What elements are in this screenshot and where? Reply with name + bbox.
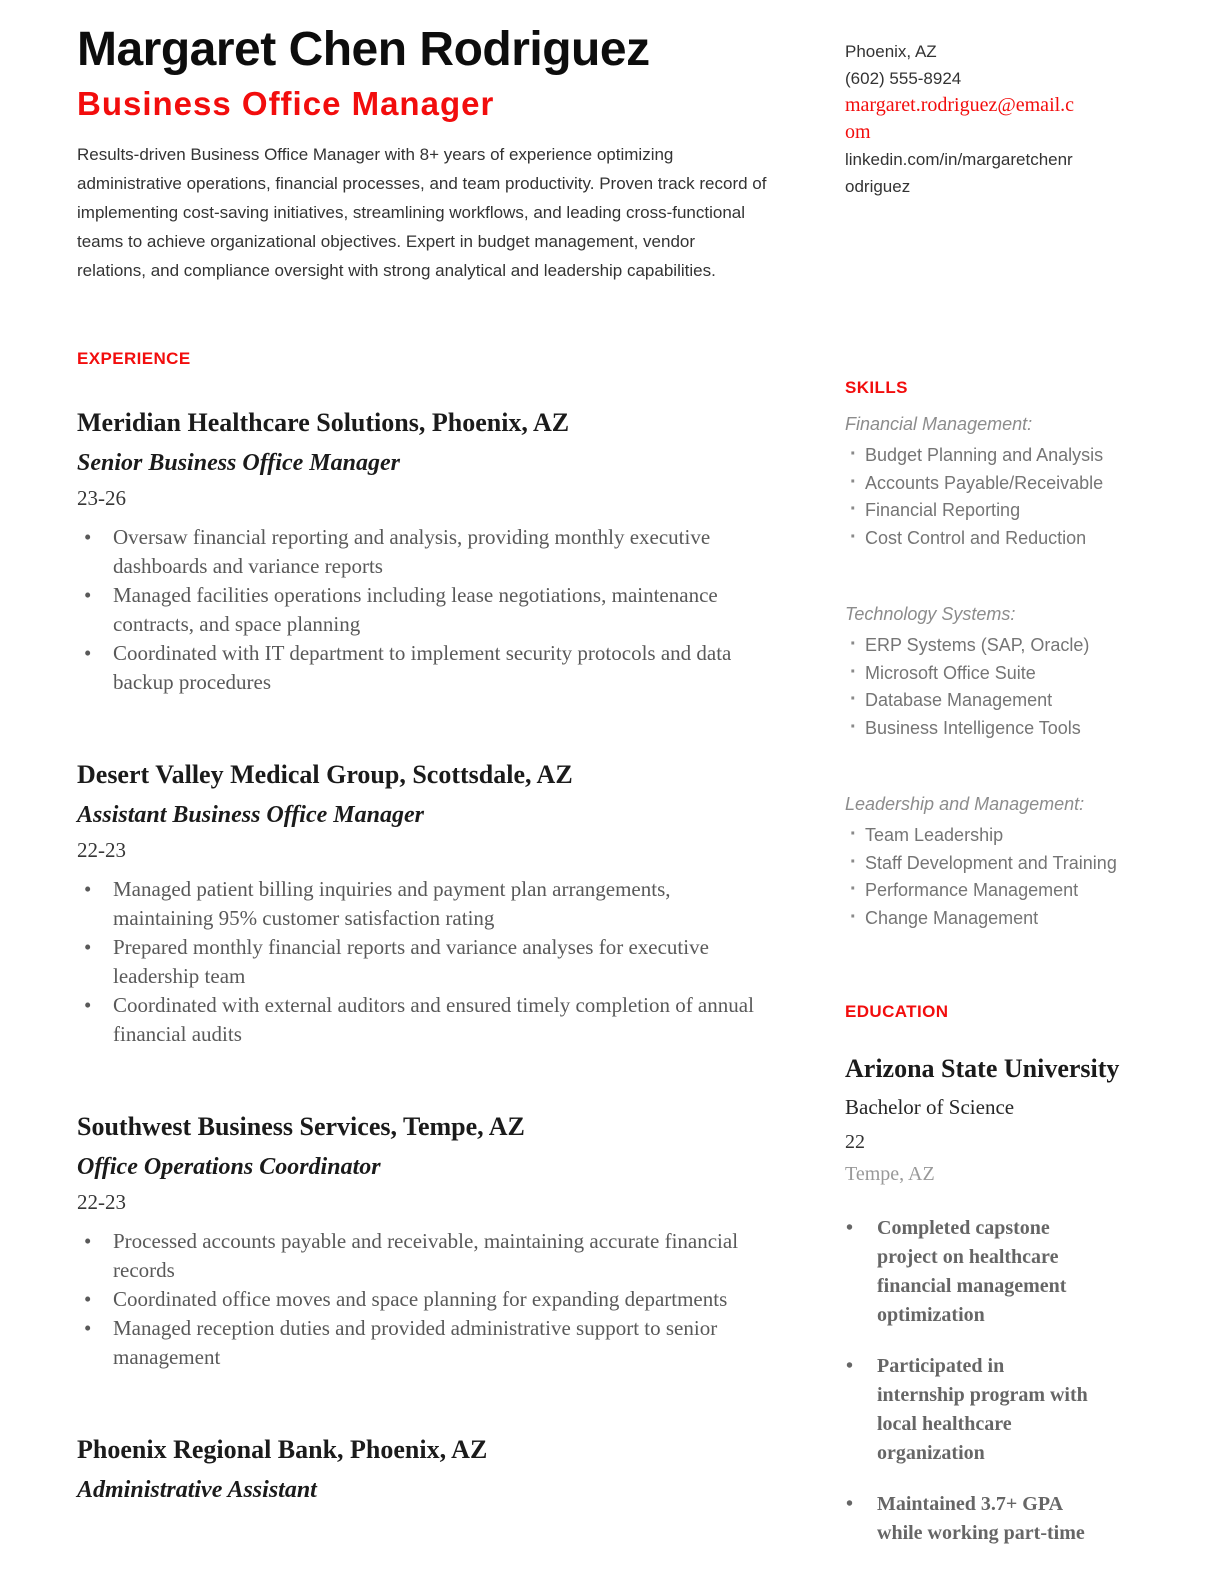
contact-phone: (602) 555-8924: [845, 69, 962, 88]
skill-item: · Change Management: [865, 905, 1155, 933]
education-bullet: • Participated in internship program with local healthcare organization: [877, 1352, 1092, 1468]
education-bullet: • Completed capstone project on healthcare financial management optimization: [877, 1214, 1092, 1330]
job-bullet-list: [77, 875, 772, 1049]
job-bullet: • Managed patient billing inquiries and payment plan arrangements, maintaining 95% customer satisfaction rating: [113, 875, 772, 933]
job-bullet: • Coordinated with IT department to implement security protocols and data backup procedures: [113, 639, 772, 697]
job-company: Southwest Business Services, Tempe, AZ: [77, 1112, 525, 1142]
skill-list: [845, 442, 1155, 552]
job-bullet: • Managed reception duties and provided administrative support to senior management: [113, 1314, 772, 1372]
skill-list: [845, 632, 1155, 742]
skill-group: [845, 412, 1155, 552]
job-entry: [77, 408, 772, 697]
education-heading: EDUCATION: [845, 1002, 949, 1021]
person-name: Margaret Chen Rodriguez: [77, 23, 650, 76]
education-year: 22: [845, 1131, 865, 1153]
skill-item: · Microsoft Office Suite: [865, 660, 1155, 688]
job-bullet: • Processed accounts payable and receivable, maintaining accurate financial records: [113, 1227, 772, 1285]
job-dates: 23-26: [77, 486, 126, 511]
skill-item: · ERP Systems (SAP, Oracle): [865, 632, 1155, 660]
job-dates: 22-23: [77, 1190, 126, 1215]
job-bullet: • Coordinated office moves and space planning for expanding departments: [113, 1285, 772, 1314]
education-bullet: • Maintained 3.7+ GPA while working part-time: [877, 1490, 1092, 1548]
sidebar-column: [845, 22, 1155, 1570]
job-entry: [77, 1435, 772, 1504]
main-column: [77, 22, 772, 1570]
contact-location: Phoenix, AZ: [845, 42, 937, 61]
job-bullet: • Managed facilities operations including lease negotiations, maintenance contracts, and space planning: [113, 581, 772, 639]
skill-item: · Budget Planning and Analysis: [865, 442, 1155, 470]
skill-group-label: Leadership and Management:: [845, 794, 1085, 814]
job-title: Office Operations Coordinator: [77, 1154, 381, 1181]
skill-item: · Business Intelligence Tools: [865, 715, 1155, 743]
job-bullet: • Coordinated with external auditors and ensured timely completion of annual financial audits: [113, 991, 772, 1049]
job-bullet: • Prepared monthly financial reports and variance analyses for executive leadership team: [113, 933, 772, 991]
skill-item: · Accounts Payable/Receivable: [865, 470, 1155, 498]
person-job-title: Business Office Manager: [77, 85, 495, 123]
skill-item: · Financial Reporting: [865, 497, 1155, 525]
job-dates: 22-23: [77, 838, 126, 863]
skill-item: · Database Management: [865, 687, 1155, 715]
skills-heading: SKILLS: [845, 378, 908, 397]
skill-item: · Staff Development and Training: [865, 850, 1155, 878]
experience-heading: EXPERIENCE: [77, 349, 191, 369]
education-degree: Bachelor of Science: [845, 1095, 1015, 1119]
job-title: Administrative Assistant: [77, 1477, 317, 1504]
skill-item: · Team Leadership: [865, 822, 1155, 850]
contact-email-link[interactable]: margaret.rodriguez@email.com: [845, 94, 1075, 143]
skill-item: · Cost Control and Reduction: [865, 525, 1155, 553]
skill-group-label: Technology Systems:: [845, 604, 1016, 624]
job-entry: [77, 760, 772, 1049]
job-title: Assistant Business Office Manager: [77, 802, 424, 829]
job-bullet-list: [77, 523, 772, 697]
job-title: Senior Business Office Manager: [77, 450, 400, 477]
education-school: Arizona State University: [845, 1054, 1120, 1083]
education-location: Tempe, AZ: [845, 1163, 935, 1185]
summary-paragraph: Results-driven Business Office Manager with 8+ years of experience optimizing administrative operations, financial processes, and team productivity. Proven track record of implementing cost-saving initiatives, streamlining workflows, and leading cross-functional teams to achieve organizational objectives. Expert in budget management, vendor relations, and compliance oversight with strong analytical and leadership capabilities.: [77, 145, 767, 281]
job-company: Meridian Healthcare Solutions, Phoenix, AZ: [77, 408, 570, 438]
skill-list: [845, 822, 1155, 932]
skill-group-label: Financial Management:: [845, 414, 1033, 434]
skill-group: [845, 792, 1155, 932]
skill-item: · Performance Management: [865, 877, 1155, 905]
job-bullet: • Oversaw financial reporting and analysis, providing monthly executive dashboards and variance reports: [113, 523, 772, 581]
contact-block: [845, 38, 1080, 200]
job-entry: [77, 1112, 772, 1372]
job-company: Phoenix Regional Bank, Phoenix, AZ: [77, 1435, 488, 1465]
job-bullet-list: [77, 1227, 772, 1372]
skill-group: [845, 602, 1155, 742]
contact-linkedin: linkedin.com/in/margaretchenrodriguez: [845, 150, 1073, 196]
education-bullet-list: [845, 1214, 1155, 1548]
job-company: Desert Valley Medical Group, Scottsdale, AZ: [77, 760, 573, 790]
